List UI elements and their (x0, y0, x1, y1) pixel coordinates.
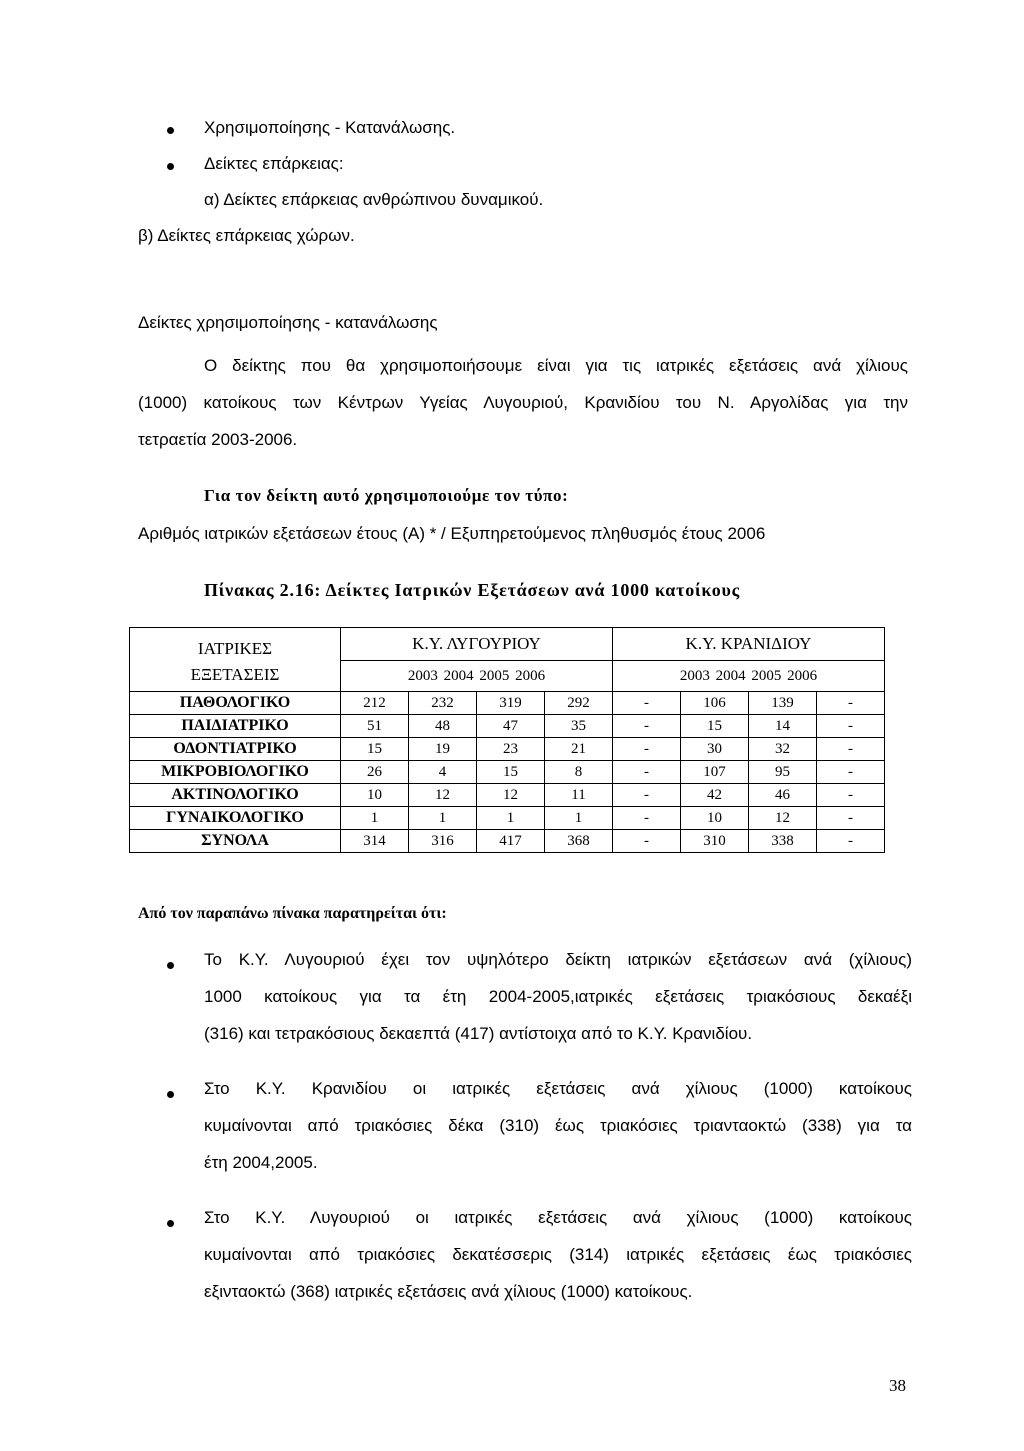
table-cell: 19 (409, 738, 477, 761)
table-cell: - (817, 761, 885, 784)
table-cell: 1 (409, 807, 477, 830)
table-cell: - (817, 715, 885, 738)
paragraph-line-3: τετραετία 2003-2006. (138, 430, 298, 449)
intro-bullet-2: Δείκτες επάρκειας: (204, 154, 344, 173)
table-cell: 1 (341, 807, 409, 830)
section-heading: Δείκτες χρησιμοποίησης - κατανάλωσης (138, 313, 438, 332)
table-cell: - (613, 761, 681, 784)
table-cell: 338 (749, 830, 817, 853)
bullet-icon (167, 1220, 174, 1227)
table-cell: 46 (749, 784, 817, 807)
formula: Αριθμός ιατρικών εξετάσεων έτους (Α) * / Εξυπηρετούμενος πληθυσμός έτους 2006 (138, 524, 766, 543)
table-cell: 417 (477, 830, 545, 853)
table-row (130, 715, 885, 738)
table-row (130, 738, 885, 761)
table-row (130, 807, 885, 830)
table-cell: 314 (341, 830, 409, 853)
table-cell: 15 (341, 738, 409, 761)
table-cell: - (817, 738, 885, 761)
page-number: 38 (889, 1376, 906, 1395)
table-cell: 32 (749, 738, 817, 761)
table-row (130, 692, 885, 715)
table-cell: 15 (477, 761, 545, 784)
observation-1-line-1: Το Κ.Υ. Λυγουριού έχει τον υψηλότερο δείκτη ιατρικών εξετάσεων ανά (χίλιους) (204, 950, 912, 969)
table-cell: 212 (341, 692, 409, 715)
row-label: ΓΥΝΑΙΚΟΛΟΓΙΚΟ (130, 807, 341, 830)
observation-3-line-3: εξινταοκτώ (368) ιατρικές εξετάσεις ανά χίλιους (1000) κατοίκους. (204, 1282, 693, 1301)
bullet-icon (167, 1091, 174, 1098)
table-cell: 26 (341, 761, 409, 784)
observation-3-line-2: κυμαίνονται από τριακόσιες δεκατέσσερις (314) ιατρικές εξετάσεις έως τριακόσιες (204, 1245, 912, 1264)
table-cell: 1 (545, 807, 613, 830)
table-cell: - (817, 784, 885, 807)
observation-2-line-2: κυμαίνονται από τριακόσιες δέκα (310) έως τριακόσιες τριανταοκτώ (338) για τα (204, 1116, 912, 1135)
formula-heading: Για τον δείκτη αυτό χρησιμοποιούμε τον τύπο: (204, 486, 569, 505)
years-header-kranidi: 2003 2004 2005 2006 (613, 661, 885, 692)
years-header-lygourio: 2003 2004 2005 2006 (341, 661, 613, 692)
table-cell: 107 (681, 761, 749, 784)
table-cell: - (817, 692, 885, 715)
table-cell: 319 (477, 692, 545, 715)
table-cell: 51 (341, 715, 409, 738)
row-label: ΠΑΘΟΛΟΓΙΚΟ (130, 692, 341, 715)
intro-bullet-1: Χρησιμοποίησης - Κατανάλωσης. (204, 118, 456, 137)
row-label: ΜΙΚΡΟΒΙΟΛΟΓΙΚΟ (130, 761, 341, 784)
table-cell: - (613, 692, 681, 715)
table-cell: 310 (681, 830, 749, 853)
table-cell: 1 (477, 807, 545, 830)
table-cell: 42 (681, 784, 749, 807)
sub-item-a: α) Δείκτες επάρκειας ανθρώπινου δυναμικού. (204, 190, 544, 209)
medical-exams-table (129, 627, 885, 853)
observation-2-line-1: Στο Κ.Υ. Κρανιδίου οι ιατρικές εξετάσεις ανά χίλιους (1000) κατοίκους (204, 1079, 912, 1098)
table-cell: 368 (545, 830, 613, 853)
observation-3-line-1: Στο Κ.Υ. Λυγουριού οι ιατρικές εξετάσεις ανά χίλιους (1000) κατοίκους (204, 1208, 912, 1227)
row-label: ΠΑΙΔΙΑΤΡΙΚΟ (130, 715, 341, 738)
observation-2-line-3: έτη 2004,2005. (204, 1153, 318, 1172)
bullet-icon (167, 962, 174, 969)
table-cell: - (817, 830, 885, 853)
table-cell: 12 (477, 784, 545, 807)
table-corner-header: ΙΑΤΡΙΚΕΣ ΕΞΕΤΑΣΕΙΣ (130, 628, 341, 692)
table-cell: 23 (477, 738, 545, 761)
table-cell: - (817, 807, 885, 830)
table-cell: - (613, 784, 681, 807)
sub-item-b: β) Δείκτες επάρκειας χώρων. (138, 226, 355, 245)
bullet-icon (167, 163, 174, 170)
table-cell: 10 (681, 807, 749, 830)
table-row (130, 761, 885, 784)
table-cell: 232 (409, 692, 477, 715)
table-cell: 15 (681, 715, 749, 738)
group-header-lygourio: Κ.Υ. ΛΥΓΟΥΡΙΟΥ (341, 628, 613, 661)
table-cell: 47 (477, 715, 545, 738)
row-label: ΟΔΟΝΤΙΑΤΡΙΚΟ (130, 738, 341, 761)
table-cell: - (613, 830, 681, 853)
table-cell: - (613, 807, 681, 830)
observation-heading: Από τον παραπάνω πίνακα παρατηρείται ότι: (138, 905, 447, 922)
table-cell: 14 (749, 715, 817, 738)
table-cell: 8 (545, 761, 613, 784)
group-header-kranidi: Κ.Υ. ΚΡΑΝΙΔΙΟΥ (613, 628, 885, 661)
bullet-icon (167, 127, 174, 134)
table-cell: 35 (545, 715, 613, 738)
table-cell: 48 (409, 715, 477, 738)
table-cell: 10 (341, 784, 409, 807)
table-cell: 316 (409, 830, 477, 853)
table-title: Πίνακας 2.16: Δείκτες Ιατρικών Εξετάσεων ανά 1000 κατοίκους (204, 580, 741, 600)
observation-1-line-2: 1000 κατοίκους για τα έτη 2004-2005,ιατρικές εξετάσεις τριακόσιους δεκαέξι (204, 987, 912, 1006)
row-label: ΣΥΝΟΛΑ (130, 830, 341, 853)
paragraph-line-2: (1000) κατοίκους των Κέντρων Υγείας Λυγουριού, Κρανιδίου του Ν. Αργολίδας για την (138, 393, 908, 412)
table-cell: 12 (409, 784, 477, 807)
table-cell: 139 (749, 692, 817, 715)
table-cell: 30 (681, 738, 749, 761)
table-cell: 4 (409, 761, 477, 784)
table-cell: 106 (681, 692, 749, 715)
table-cell: 12 (749, 807, 817, 830)
table-cell: 21 (545, 738, 613, 761)
table-cell: 292 (545, 692, 613, 715)
table-cell: 95 (749, 761, 817, 784)
table-row (130, 830, 885, 853)
row-label: ΑΚΤΙΝΟΛΟΓΙΚΟ (130, 784, 341, 807)
table-cell: - (613, 738, 681, 761)
table-cell: - (613, 715, 681, 738)
table-row (130, 784, 885, 807)
paragraph-line-1: Ο δείκτης που θα χρησιμοποιήσουμε είναι για τις ιατρικές εξετάσεις ανά χίλιους (204, 356, 908, 375)
table-cell: 11 (545, 784, 613, 807)
observation-1-line-3: (316) και τετρακόσιους δεκαεπτά (417) αντίστοιχα από το Κ.Υ. Κρανιδίου. (204, 1024, 753, 1043)
